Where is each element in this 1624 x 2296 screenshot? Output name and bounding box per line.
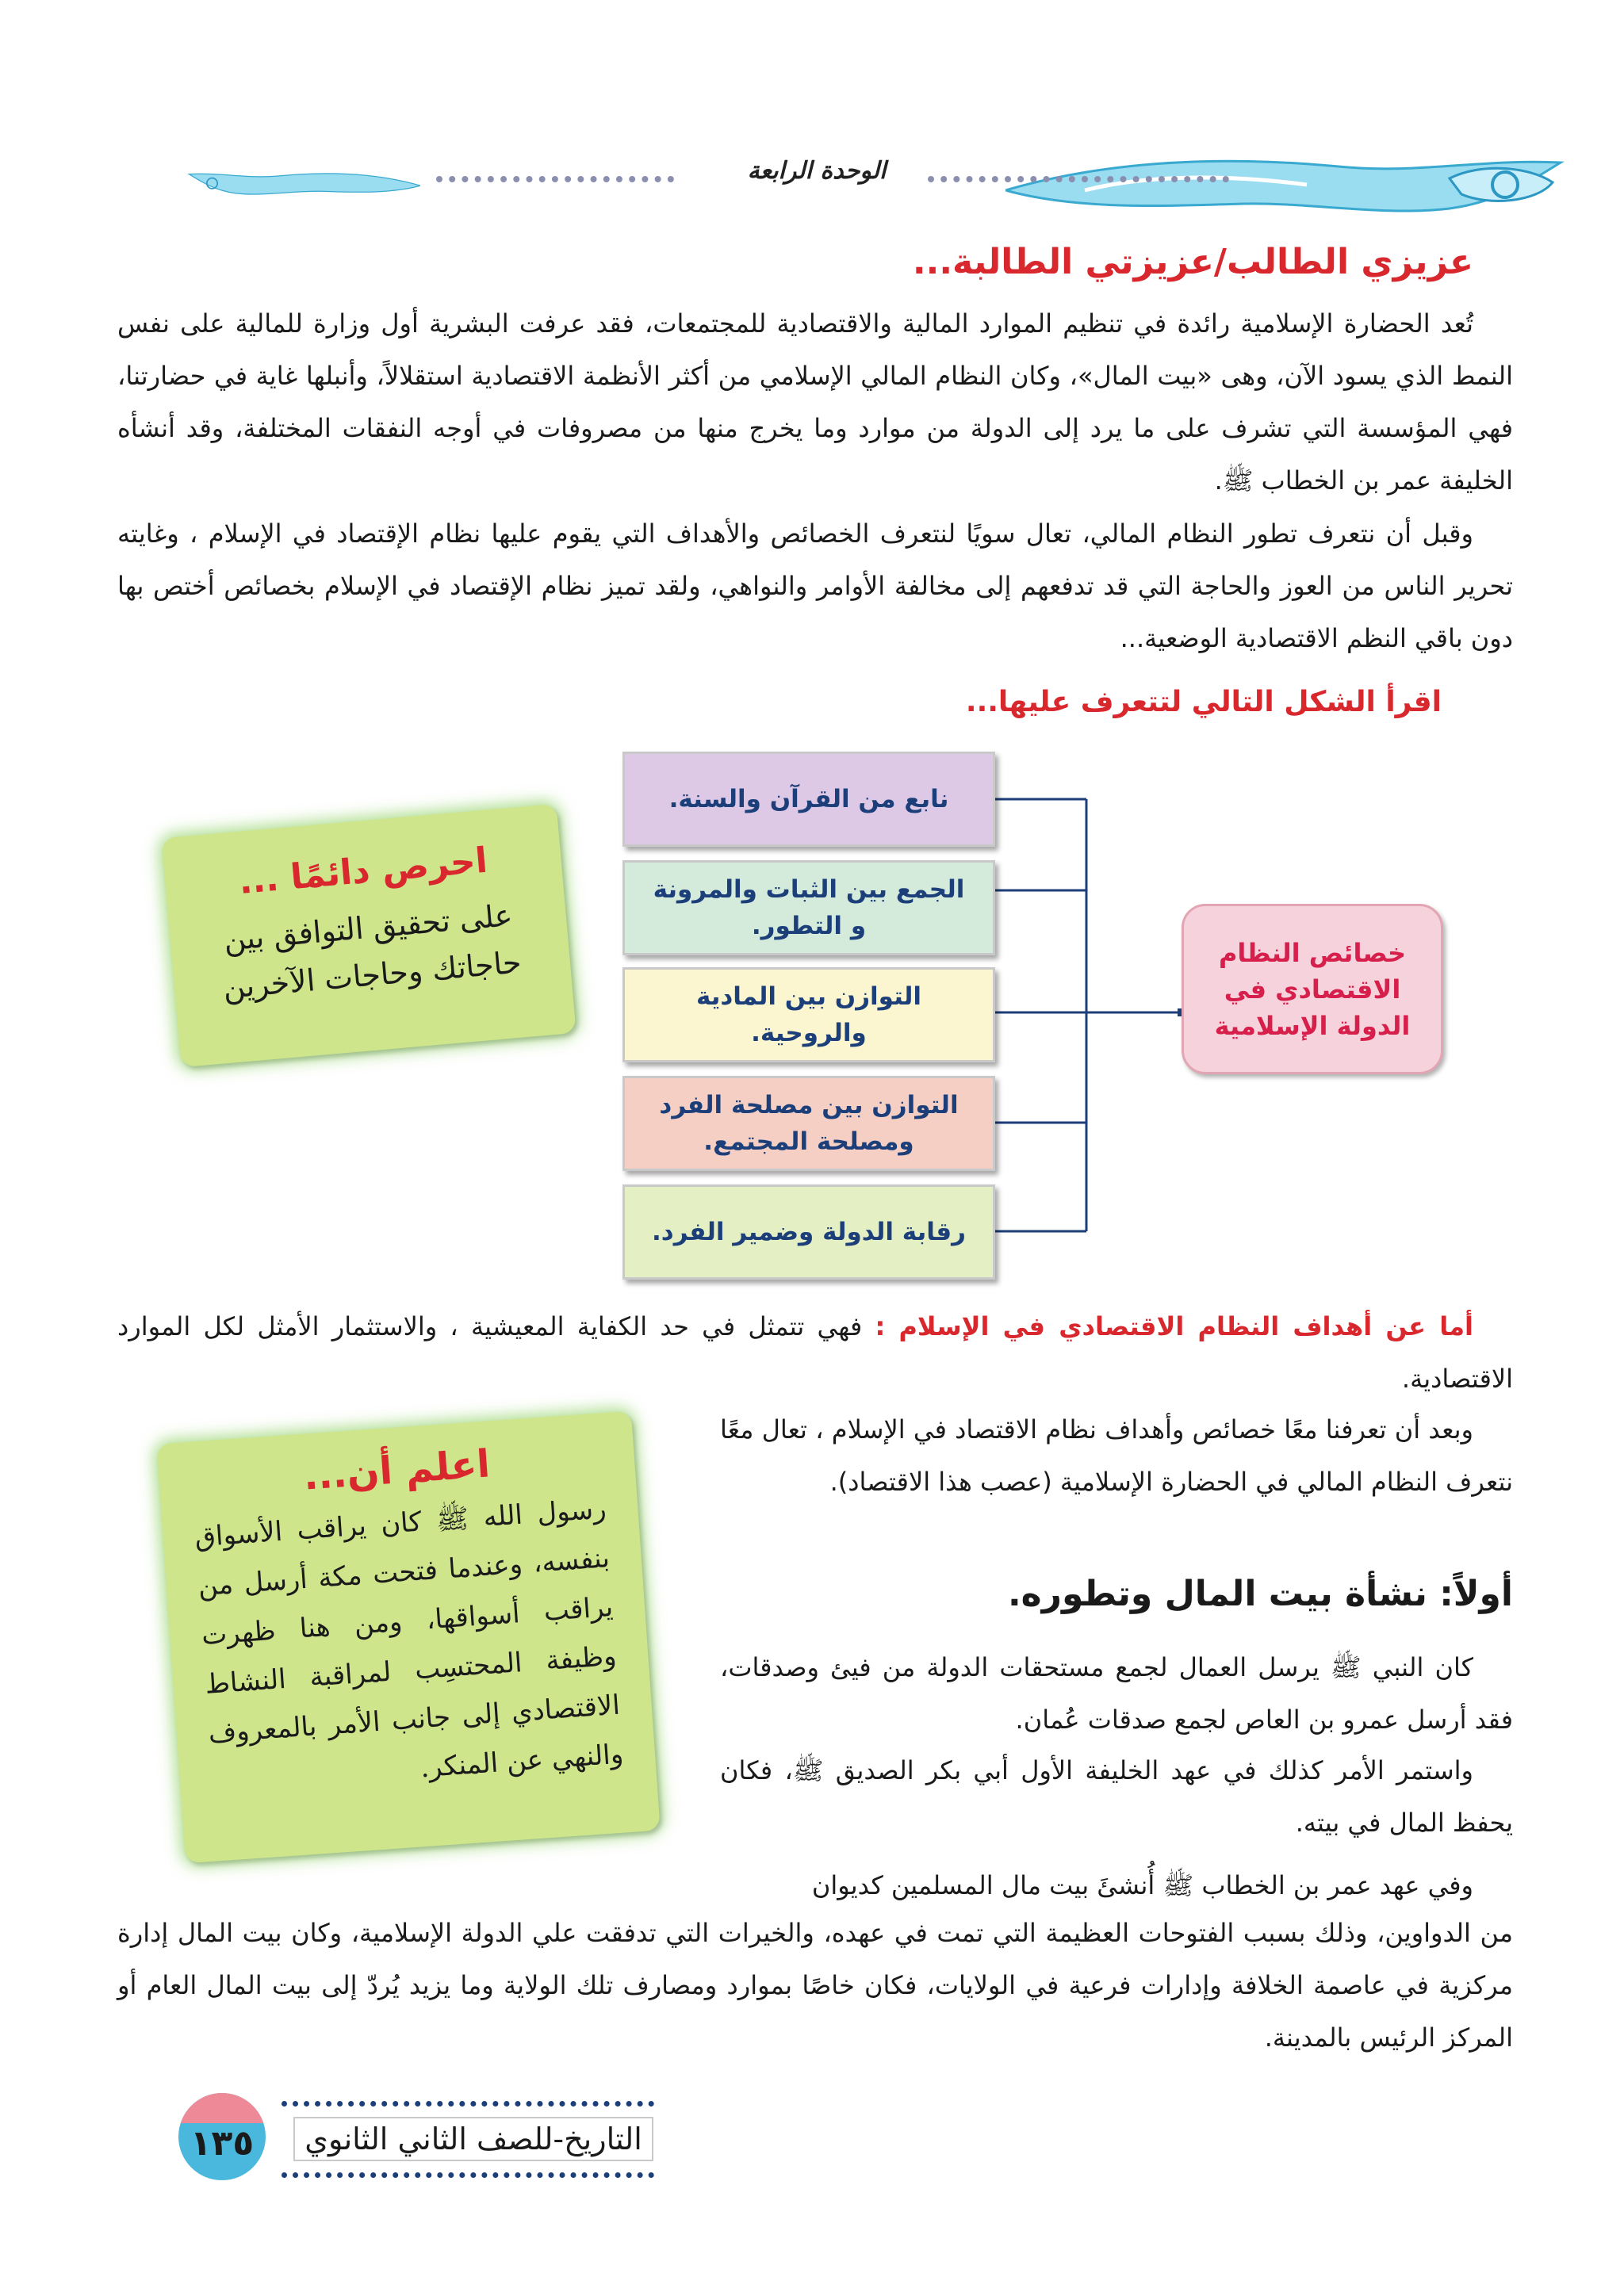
section-title-bayt-al-mal: أولاً: نشأة بيت المال وتطوره.	[1007, 1574, 1513, 1614]
section1-paragraph-3-rest	[117, 1907, 1513, 2064]
diagram-instruction: اقرأ الشكل التالي لتتعرف عليها...	[965, 686, 1442, 718]
characteristic-box-4: التوازن بين مصلحة الفرد ومصلحة المجتمع.	[622, 1076, 995, 1171]
section1-paragraph-2: واستمر الأمر كذلك في عهد الخليفة الأول أبي بكر الصديق ﷺ، فكان يحفظ المال في بيته.	[720, 1755, 1513, 1838]
intro-paragraph-2	[117, 507, 1513, 664]
diagram-hub: خصائص النظام الاقتصادي في الدولة الإسلامية	[1182, 904, 1443, 1074]
page-number-badge-top	[178, 2093, 266, 2123]
intro-paragraph-1	[117, 297, 1513, 507]
characteristic-box-1: نابع من القرآن والسنة.	[622, 752, 995, 847]
footer-dots-bottom	[282, 2172, 654, 2178]
note-always-care	[161, 804, 576, 1067]
section1-paragraph-1: كان النبي ﷺ يرسل العمال لجمع مستحقات الدولة من فيئ وصدقات، فقد أرسل عمرو بن العاص لجمع صدقات عُمان.	[720, 1652, 1513, 1735]
header-dots-left	[436, 176, 674, 190]
note-know-that-body: رسول الله ﷺ كان يراقب الأسواق بنفسه، وعندما فتحت مكة أرسل من يراقب أسواقها، ومن هنا ظهرت وظيفة المحتسِب لمراقبة النشاط الاقتصادي إلى جانب الأمر بالمعروف والنهي عن المنكر.	[193, 1493, 625, 1785]
book-title: التاريخ-للصف الثاني الثانوي	[293, 2117, 653, 2161]
header-dots-right	[928, 176, 1229, 190]
goals-heading: أما عن أهداف النظام الاقتصادي في الإسلام :	[875, 1311, 1474, 1341]
note-always-care-body: على تحقيق التوافق بين حاجاتك وحاجات الآخرين	[221, 897, 523, 1006]
intro-paragraph-2-text: وقبل أن نتعرف تطور النظام المالي، تعال سويًا لنتعرف الخصائص والأهداف التي يقوم عليها نظام الإقتصاد في الإسلام ، وغايته تحرير الناس من العوز والحاجة التي قد تدفعهم إلى مخالفة الأوامر والنواهي، ولقد تميز نظام الإقتصاد في الإسلام بخصائص أختص بها دون باقي النظم الاقتصادية الوضعية...	[117, 519, 1513, 653]
greeting-heading: عزيزي الطالب/عزيزتي الطالبة...	[912, 242, 1473, 282]
characteristic-box-3: التوازن بين المادية والروحية.	[622, 967, 995, 1062]
goals-text: فهي تتمثل في حد الكفاية المعيشية ، والاستثمار الأمثل لكل الموارد الاقتصادية.	[117, 1311, 1513, 1394]
page-number: ١٣٥	[190, 2123, 255, 2164]
section1-paragraph-3-start: وفي عهد عمر بن الخطاب ﷺ أُنشئَ بيت مال المسلمين كديوان	[811, 1870, 1473, 1900]
note-know-that	[156, 1411, 661, 1864]
footer-dots-top	[282, 2101, 654, 2107]
note-know-that-title: اعلم أن...	[301, 1441, 492, 1499]
page-number-badge	[178, 2093, 266, 2180]
unit-title: الوحدة الرابعة	[747, 157, 887, 185]
header-ornament-left	[182, 147, 420, 218]
section1-paragraph-3-rest-text: من الدواوين، وذلك بسبب الفتوحات العظيمة التي تمت في عهده، والخيرات التي تدفقت علي الدولة الإسلامية، وكان بيت المال إدارة مركزية في عاصمة الخلافة وإدارات فرعية في الولايات، فكان خاصًا بموارد ومصارف تلك الولاية وما يزيد يُردّ إلى بيت المال العام أو المركز الرئيس بالمدينة.	[117, 1918, 1513, 2053]
goals-paragraph	[117, 1300, 1513, 1405]
characteristic-box-5: رقابة الدولة وضمير الفرد.	[622, 1184, 995, 1280]
intro-paragraph-1-text: تُعد الحضارة الإسلامية رائدة في تنظيم الموارد المالية والاقتصادية للمجتمعات، فقد عرفت البشرية أول وزارة للمالية على نفس النمط الذي يسود الآن، وهى «بيت المال»، وكان النظام المالي الإسلامي من أكثر الأنظمة الاقتصادية استقلالاً، وأنبلها غاية في حضارتنا، فهي المؤسسة التي تشرف على ما يرد إلى الدولة من موارد وما يخرج منها من مصروفات في أوجه النفقات المختلفة، وقد أنشأه الخليفة عمر بن الخطاب ﷺ.	[117, 308, 1513, 496]
diagram-connectors	[983, 793, 1189, 1237]
transition-paragraph: وبعد أن تعرفنا معًا خصائص وأهداف نظام الاقتصاد في الإسلام ، تعال معًا نتعرف النظام المالي في الحضارة الإسلامية (عصب هذا الاقتصاد).	[720, 1414, 1513, 1497]
goals-line	[117, 1300, 1513, 1405]
characteristic-box-2: الجمع بين الثبات والمرونة و التطور.	[622, 860, 995, 955]
note-always-care-title: احرص دائمًا ...	[237, 840, 489, 902]
